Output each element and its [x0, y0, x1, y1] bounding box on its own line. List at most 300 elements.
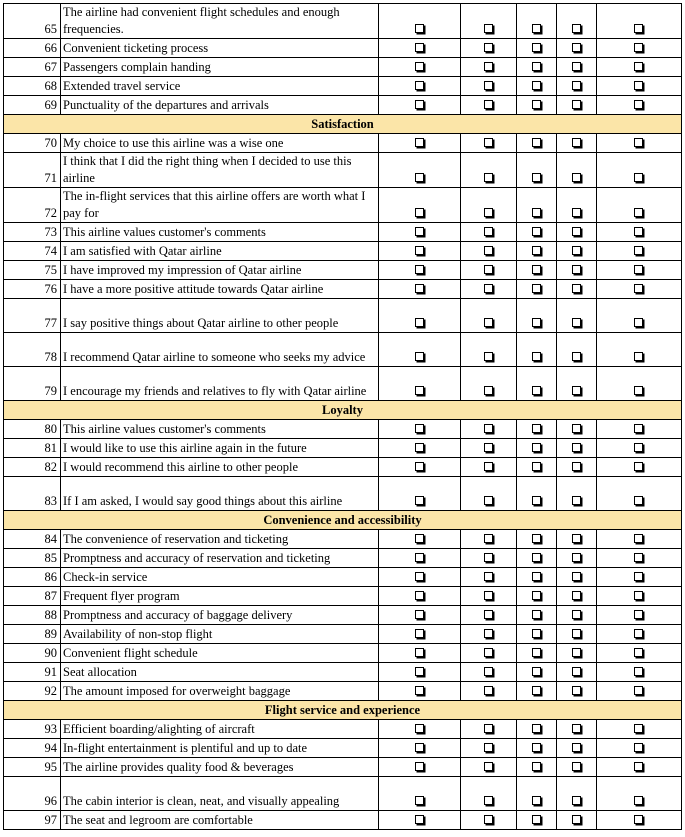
rating-cell-3[interactable] [517, 739, 557, 758]
checkbox-icon[interactable] [532, 743, 541, 752]
rating-cell-3[interactable] [517, 242, 557, 261]
checkbox-icon[interactable] [415, 610, 424, 619]
rating-cell-5[interactable] [597, 96, 682, 115]
checkbox-icon[interactable] [634, 386, 643, 395]
rating-cell-2[interactable] [461, 58, 517, 77]
checkbox-icon[interactable] [532, 352, 541, 361]
checkbox-icon[interactable] [415, 462, 424, 471]
checkbox-icon[interactable] [532, 246, 541, 255]
checkbox-icon[interactable] [415, 265, 424, 274]
checkbox-icon[interactable] [572, 443, 581, 452]
checkbox-icon[interactable] [532, 629, 541, 638]
checkbox-icon[interactable] [484, 424, 493, 433]
rating-cell-1[interactable] [379, 280, 461, 299]
rating-cell-3[interactable] [517, 299, 557, 333]
checkbox-icon[interactable] [415, 100, 424, 109]
rating-cell-3[interactable] [517, 811, 557, 830]
checkbox-icon[interactable] [634, 318, 643, 327]
rating-cell-1[interactable] [379, 223, 461, 242]
checkbox-icon[interactable] [484, 386, 493, 395]
checkbox-icon[interactable] [532, 424, 541, 433]
rating-cell-3[interactable] [517, 134, 557, 153]
checkbox-icon[interactable] [634, 284, 643, 293]
checkbox-icon[interactable] [415, 318, 424, 327]
rating-cell-4[interactable] [557, 4, 597, 39]
checkbox-icon[interactable] [572, 100, 581, 109]
rating-cell-4[interactable] [557, 261, 597, 280]
checkbox-icon[interactable] [634, 43, 643, 52]
checkbox-icon[interactable] [415, 667, 424, 676]
checkbox-icon[interactable] [572, 496, 581, 505]
checkbox-icon[interactable] [484, 815, 493, 824]
rating-cell-2[interactable] [461, 77, 517, 96]
checkbox-icon[interactable] [484, 227, 493, 236]
rating-cell-3[interactable] [517, 153, 557, 188]
checkbox-icon[interactable] [634, 496, 643, 505]
rating-cell-1[interactable] [379, 96, 461, 115]
rating-cell-2[interactable] [461, 682, 517, 701]
rating-cell-3[interactable] [517, 625, 557, 644]
checkbox-icon[interactable] [532, 62, 541, 71]
checkbox-icon[interactable] [415, 173, 424, 182]
rating-cell-4[interactable] [557, 58, 597, 77]
rating-cell-4[interactable] [557, 682, 597, 701]
checkbox-icon[interactable] [634, 352, 643, 361]
checkbox-icon[interactable] [532, 386, 541, 395]
rating-cell-4[interactable] [557, 367, 597, 401]
checkbox-icon[interactable] [484, 173, 493, 182]
rating-cell-2[interactable] [461, 606, 517, 625]
rating-cell-1[interactable] [379, 777, 461, 811]
rating-cell-3[interactable] [517, 606, 557, 625]
rating-cell-3[interactable] [517, 367, 557, 401]
rating-cell-3[interactable] [517, 477, 557, 511]
rating-cell-3[interactable] [517, 720, 557, 739]
checkbox-icon[interactable] [484, 762, 493, 771]
rating-cell-1[interactable] [379, 367, 461, 401]
rating-cell-1[interactable] [379, 477, 461, 511]
checkbox-icon[interactable] [634, 265, 643, 274]
checkbox-icon[interactable] [572, 173, 581, 182]
checkbox-icon[interactable] [532, 227, 541, 236]
checkbox-icon[interactable] [415, 352, 424, 361]
checkbox-icon[interactable] [532, 610, 541, 619]
checkbox-icon[interactable] [572, 686, 581, 695]
checkbox-icon[interactable] [634, 591, 643, 600]
checkbox-icon[interactable] [572, 265, 581, 274]
checkbox-icon[interactable] [484, 284, 493, 293]
rating-cell-2[interactable] [461, 777, 517, 811]
rating-cell-1[interactable] [379, 420, 461, 439]
checkbox-icon[interactable] [532, 284, 541, 293]
checkbox-icon[interactable] [634, 743, 643, 752]
rating-cell-2[interactable] [461, 625, 517, 644]
checkbox-icon[interactable] [532, 318, 541, 327]
checkbox-icon[interactable] [484, 352, 493, 361]
checkbox-icon[interactable] [415, 138, 424, 147]
rating-cell-2[interactable] [461, 439, 517, 458]
checkbox-icon[interactable] [572, 724, 581, 733]
checkbox-icon[interactable] [634, 572, 643, 581]
rating-cell-4[interactable] [557, 134, 597, 153]
rating-cell-2[interactable] [461, 587, 517, 606]
rating-cell-5[interactable] [597, 530, 682, 549]
rating-cell-1[interactable] [379, 458, 461, 477]
checkbox-icon[interactable] [634, 796, 643, 805]
checkbox-icon[interactable] [572, 591, 581, 600]
rating-cell-5[interactable] [597, 39, 682, 58]
checkbox-icon[interactable] [415, 443, 424, 452]
checkbox-icon[interactable] [572, 667, 581, 676]
checkbox-icon[interactable] [484, 24, 493, 33]
checkbox-icon[interactable] [532, 534, 541, 543]
rating-cell-5[interactable] [597, 77, 682, 96]
rating-cell-1[interactable] [379, 587, 461, 606]
rating-cell-5[interactable] [597, 367, 682, 401]
rating-cell-5[interactable] [597, 739, 682, 758]
checkbox-icon[interactable] [484, 496, 493, 505]
rating-cell-5[interactable] [597, 758, 682, 777]
rating-cell-1[interactable] [379, 439, 461, 458]
checkbox-icon[interactable] [532, 553, 541, 562]
checkbox-icon[interactable] [634, 610, 643, 619]
checkbox-icon[interactable] [484, 553, 493, 562]
rating-cell-2[interactable] [461, 299, 517, 333]
checkbox-icon[interactable] [415, 246, 424, 255]
checkbox-icon[interactable] [484, 534, 493, 543]
rating-cell-1[interactable] [379, 739, 461, 758]
checkbox-icon[interactable] [532, 24, 541, 33]
rating-cell-2[interactable] [461, 223, 517, 242]
rating-cell-4[interactable] [557, 663, 597, 682]
checkbox-icon[interactable] [415, 227, 424, 236]
checkbox-icon[interactable] [572, 424, 581, 433]
checkbox-icon[interactable] [572, 24, 581, 33]
rating-cell-5[interactable] [597, 625, 682, 644]
rating-cell-5[interactable] [597, 777, 682, 811]
checkbox-icon[interactable] [484, 591, 493, 600]
checkbox-icon[interactable] [532, 43, 541, 52]
rating-cell-1[interactable] [379, 606, 461, 625]
rating-cell-4[interactable] [557, 530, 597, 549]
checkbox-icon[interactable] [572, 762, 581, 771]
rating-cell-5[interactable] [597, 242, 682, 261]
checkbox-icon[interactable] [572, 138, 581, 147]
checkbox-icon[interactable] [415, 534, 424, 543]
checkbox-icon[interactable] [415, 815, 424, 824]
rating-cell-5[interactable] [597, 568, 682, 587]
rating-cell-4[interactable] [557, 242, 597, 261]
checkbox-icon[interactable] [634, 667, 643, 676]
checkbox-icon[interactable] [415, 686, 424, 695]
checkbox-icon[interactable] [484, 724, 493, 733]
checkbox-icon[interactable] [634, 462, 643, 471]
checkbox-icon[interactable] [532, 138, 541, 147]
rating-cell-1[interactable] [379, 549, 461, 568]
rating-cell-4[interactable] [557, 153, 597, 188]
checkbox-icon[interactable] [415, 496, 424, 505]
rating-cell-1[interactable] [379, 644, 461, 663]
rating-cell-5[interactable] [597, 153, 682, 188]
checkbox-icon[interactable] [415, 424, 424, 433]
checkbox-icon[interactable] [572, 572, 581, 581]
checkbox-icon[interactable] [634, 724, 643, 733]
rating-cell-4[interactable] [557, 606, 597, 625]
rating-cell-1[interactable] [379, 39, 461, 58]
rating-cell-2[interactable] [461, 242, 517, 261]
rating-cell-3[interactable] [517, 458, 557, 477]
checkbox-icon[interactable] [415, 724, 424, 733]
checkbox-icon[interactable] [572, 386, 581, 395]
rating-cell-1[interactable] [379, 58, 461, 77]
rating-cell-1[interactable] [379, 568, 461, 587]
rating-cell-4[interactable] [557, 587, 597, 606]
rating-cell-3[interactable] [517, 682, 557, 701]
rating-cell-5[interactable] [597, 663, 682, 682]
checkbox-icon[interactable] [532, 667, 541, 676]
checkbox-icon[interactable] [484, 443, 493, 452]
rating-cell-1[interactable] [379, 811, 461, 830]
rating-cell-3[interactable] [517, 439, 557, 458]
checkbox-icon[interactable] [572, 462, 581, 471]
checkbox-icon[interactable] [572, 534, 581, 543]
rating-cell-5[interactable] [597, 587, 682, 606]
checkbox-icon[interactable] [572, 352, 581, 361]
rating-cell-3[interactable] [517, 77, 557, 96]
rating-cell-2[interactable] [461, 39, 517, 58]
checkbox-icon[interactable] [484, 629, 493, 638]
checkbox-icon[interactable] [572, 284, 581, 293]
rating-cell-3[interactable] [517, 644, 557, 663]
rating-cell-3[interactable] [517, 568, 557, 587]
rating-cell-3[interactable] [517, 39, 557, 58]
rating-cell-1[interactable] [379, 625, 461, 644]
checkbox-icon[interactable] [532, 173, 541, 182]
checkbox-icon[interactable] [532, 724, 541, 733]
rating-cell-3[interactable] [517, 333, 557, 367]
rating-cell-2[interactable] [461, 663, 517, 682]
rating-cell-4[interactable] [557, 739, 597, 758]
checkbox-icon[interactable] [415, 208, 424, 217]
checkbox-icon[interactable] [415, 386, 424, 395]
checkbox-icon[interactable] [484, 62, 493, 71]
checkbox-icon[interactable] [634, 629, 643, 638]
rating-cell-2[interactable] [461, 530, 517, 549]
rating-cell-5[interactable] [597, 4, 682, 39]
checkbox-icon[interactable] [572, 227, 581, 236]
rating-cell-5[interactable] [597, 58, 682, 77]
rating-cell-2[interactable] [461, 261, 517, 280]
checkbox-icon[interactable] [634, 81, 643, 90]
rating-cell-4[interactable] [557, 188, 597, 223]
rating-cell-2[interactable] [461, 188, 517, 223]
checkbox-icon[interactable] [634, 648, 643, 657]
checkbox-icon[interactable] [532, 591, 541, 600]
rating-cell-5[interactable] [597, 644, 682, 663]
rating-cell-5[interactable] [597, 420, 682, 439]
checkbox-icon[interactable] [572, 553, 581, 562]
rating-cell-5[interactable] [597, 188, 682, 223]
checkbox-icon[interactable] [572, 81, 581, 90]
rating-cell-3[interactable] [517, 4, 557, 39]
checkbox-icon[interactable] [484, 572, 493, 581]
rating-cell-5[interactable] [597, 720, 682, 739]
checkbox-icon[interactable] [484, 81, 493, 90]
checkbox-icon[interactable] [572, 743, 581, 752]
checkbox-icon[interactable] [634, 62, 643, 71]
rating-cell-4[interactable] [557, 477, 597, 511]
checkbox-icon[interactable] [415, 553, 424, 562]
rating-cell-3[interactable] [517, 261, 557, 280]
rating-cell-3[interactable] [517, 188, 557, 223]
checkbox-icon[interactable] [484, 796, 493, 805]
rating-cell-4[interactable] [557, 420, 597, 439]
rating-cell-2[interactable] [461, 4, 517, 39]
checkbox-icon[interactable] [484, 743, 493, 752]
rating-cell-5[interactable] [597, 811, 682, 830]
checkbox-icon[interactable] [532, 815, 541, 824]
checkbox-icon[interactable] [415, 43, 424, 52]
rating-cell-5[interactable] [597, 606, 682, 625]
rating-cell-2[interactable] [461, 96, 517, 115]
rating-cell-4[interactable] [557, 568, 597, 587]
checkbox-icon[interactable] [532, 796, 541, 805]
rating-cell-1[interactable] [379, 758, 461, 777]
rating-cell-2[interactable] [461, 644, 517, 663]
checkbox-icon[interactable] [634, 815, 643, 824]
checkbox-icon[interactable] [572, 629, 581, 638]
checkbox-icon[interactable] [634, 534, 643, 543]
rating-cell-3[interactable] [517, 530, 557, 549]
rating-cell-1[interactable] [379, 663, 461, 682]
checkbox-icon[interactable] [634, 24, 643, 33]
rating-cell-4[interactable] [557, 299, 597, 333]
rating-cell-3[interactable] [517, 663, 557, 682]
rating-cell-1[interactable] [379, 261, 461, 280]
checkbox-icon[interactable] [484, 462, 493, 471]
checkbox-icon[interactable] [484, 318, 493, 327]
rating-cell-4[interactable] [557, 39, 597, 58]
rating-cell-3[interactable] [517, 58, 557, 77]
checkbox-icon[interactable] [634, 424, 643, 433]
checkbox-icon[interactable] [484, 138, 493, 147]
rating-cell-3[interactable] [517, 223, 557, 242]
checkbox-icon[interactable] [532, 762, 541, 771]
rating-cell-4[interactable] [557, 811, 597, 830]
checkbox-icon[interactable] [572, 610, 581, 619]
checkbox-icon[interactable] [572, 43, 581, 52]
checkbox-icon[interactable] [532, 208, 541, 217]
rating-cell-5[interactable] [597, 458, 682, 477]
rating-cell-1[interactable] [379, 333, 461, 367]
checkbox-icon[interactable] [484, 100, 493, 109]
rating-cell-4[interactable] [557, 280, 597, 299]
rating-cell-1[interactable] [379, 188, 461, 223]
checkbox-icon[interactable] [572, 208, 581, 217]
checkbox-icon[interactable] [572, 815, 581, 824]
checkbox-icon[interactable] [484, 648, 493, 657]
rating-cell-1[interactable] [379, 134, 461, 153]
rating-cell-5[interactable] [597, 134, 682, 153]
checkbox-icon[interactable] [572, 318, 581, 327]
rating-cell-3[interactable] [517, 96, 557, 115]
rating-cell-3[interactable] [517, 549, 557, 568]
checkbox-icon[interactable] [532, 462, 541, 471]
rating-cell-4[interactable] [557, 720, 597, 739]
checkbox-icon[interactable] [532, 496, 541, 505]
rating-cell-5[interactable] [597, 333, 682, 367]
checkbox-icon[interactable] [532, 572, 541, 581]
checkbox-icon[interactable] [532, 265, 541, 274]
checkbox-icon[interactable] [484, 610, 493, 619]
rating-cell-2[interactable] [461, 458, 517, 477]
rating-cell-2[interactable] [461, 367, 517, 401]
rating-cell-2[interactable] [461, 758, 517, 777]
checkbox-icon[interactable] [572, 62, 581, 71]
rating-cell-2[interactable] [461, 280, 517, 299]
rating-cell-4[interactable] [557, 549, 597, 568]
rating-cell-3[interactable] [517, 280, 557, 299]
rating-cell-5[interactable] [597, 682, 682, 701]
rating-cell-1[interactable] [379, 720, 461, 739]
rating-cell-2[interactable] [461, 333, 517, 367]
rating-cell-2[interactable] [461, 134, 517, 153]
rating-cell-2[interactable] [461, 568, 517, 587]
checkbox-icon[interactable] [484, 208, 493, 217]
rating-cell-2[interactable] [461, 739, 517, 758]
rating-cell-4[interactable] [557, 758, 597, 777]
rating-cell-3[interactable] [517, 587, 557, 606]
rating-cell-5[interactable] [597, 280, 682, 299]
checkbox-icon[interactable] [484, 246, 493, 255]
checkbox-icon[interactable] [634, 100, 643, 109]
checkbox-icon[interactable] [532, 443, 541, 452]
checkbox-icon[interactable] [532, 81, 541, 90]
checkbox-icon[interactable] [634, 138, 643, 147]
checkbox-icon[interactable] [415, 591, 424, 600]
checkbox-icon[interactable] [415, 796, 424, 805]
checkbox-icon[interactable] [415, 62, 424, 71]
rating-cell-2[interactable] [461, 477, 517, 511]
checkbox-icon[interactable] [532, 648, 541, 657]
checkbox-icon[interactable] [484, 686, 493, 695]
rating-cell-1[interactable] [379, 4, 461, 39]
rating-cell-2[interactable] [461, 720, 517, 739]
rating-cell-1[interactable] [379, 77, 461, 96]
rating-cell-3[interactable] [517, 758, 557, 777]
rating-cell-4[interactable] [557, 777, 597, 811]
rating-cell-2[interactable] [461, 153, 517, 188]
checkbox-icon[interactable] [415, 743, 424, 752]
rating-cell-5[interactable] [597, 223, 682, 242]
rating-cell-1[interactable] [379, 682, 461, 701]
rating-cell-2[interactable] [461, 549, 517, 568]
rating-cell-1[interactable] [379, 299, 461, 333]
checkbox-icon[interactable] [572, 648, 581, 657]
checkbox-icon[interactable] [415, 572, 424, 581]
checkbox-icon[interactable] [634, 227, 643, 236]
rating-cell-4[interactable] [557, 458, 597, 477]
checkbox-icon[interactable] [484, 667, 493, 676]
rating-cell-1[interactable] [379, 153, 461, 188]
rating-cell-4[interactable] [557, 96, 597, 115]
checkbox-icon[interactable] [634, 762, 643, 771]
checkbox-icon[interactable] [634, 173, 643, 182]
rating-cell-3[interactable] [517, 420, 557, 439]
checkbox-icon[interactable] [572, 246, 581, 255]
rating-cell-2[interactable] [461, 420, 517, 439]
rating-cell-2[interactable] [461, 811, 517, 830]
